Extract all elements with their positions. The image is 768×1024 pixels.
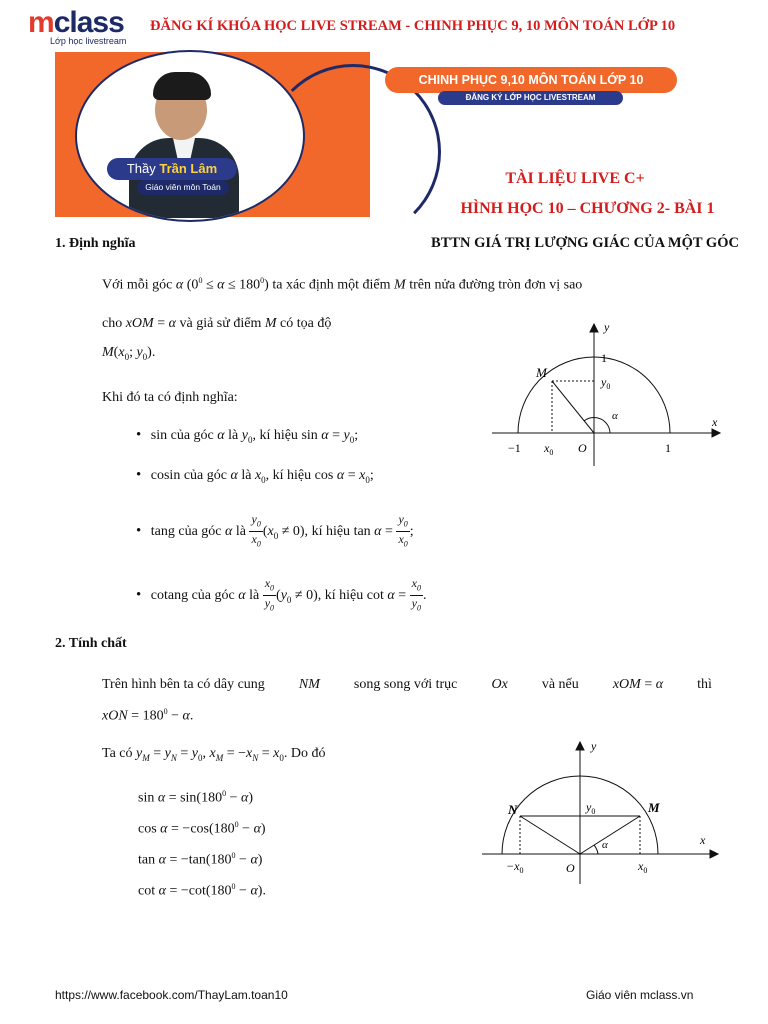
text: là [235, 524, 246, 540]
x0-label: $x_0$ [544, 441, 554, 457]
text: là [241, 468, 252, 483]
text: Do đó [290, 746, 326, 761]
alpha-arc [594, 845, 598, 854]
section-2-heading: 2. Tính chất [55, 636, 127, 651]
origin-label: O [566, 861, 575, 875]
text: trên nửa đường tròn đơn vị sao [409, 277, 583, 293]
x-axis-arrow [712, 429, 720, 437]
text: là [228, 428, 239, 443]
y-axis-label: y [604, 320, 610, 334]
logo-tagline: Lớp học livestream [50, 36, 127, 46]
def-intro: Khi đó ta có định nghĩa: [102, 390, 238, 405]
identity-tan: $\tan \alpha = -\tan(180^0 - \alpha)$ [138, 851, 263, 868]
def-line-3: $M(x_0$; $y_0$). [102, 345, 156, 362]
teacher-photo [75, 50, 305, 222]
x0-letter: x [638, 859, 644, 873]
logo-mark: m [28, 6, 54, 39]
text: cho [102, 316, 123, 331]
x-axis-arrow [710, 850, 718, 858]
course-subtag: ĐĂNG KÝ LỚP HỌC LIVESTREAM [438, 91, 623, 105]
footer-site: Giáo viên mclass.vn [586, 988, 694, 1002]
point-m-label: M [648, 800, 660, 815]
doc-title-3: BTTN GIÁ TRỊ LƯỢNG GIÁC CỦA MỘT GÓC [431, 235, 739, 251]
footer-facebook-link[interactable]: https://www.facebook.com/ThayLam.toan10 [55, 988, 288, 1002]
teacher-name-pill [107, 158, 237, 180]
identity-cos: $\cos \alpha = -\cos(180^0 - \alpha)$ [138, 820, 266, 837]
origin-label: O [578, 441, 587, 455]
mclass-logo [28, 8, 148, 52]
teacher-prefix: Thầy [126, 161, 156, 176]
point-m-label: M [536, 365, 547, 380]
section-1-heading: 1. Định nghĩa [55, 236, 136, 251]
def-line-2: cho xOM = α và giả sử điểm M có tọa độ [102, 316, 332, 331]
doc-title-1: TÀI LIỆU LIVE C+ [505, 170, 645, 187]
text: kí hiệu [311, 524, 351, 540]
alpha-label: α [602, 839, 608, 851]
y0-letter: y [601, 375, 607, 389]
point-n-label: N [508, 802, 518, 817]
text: và nếu [541, 677, 579, 692]
radius-on [520, 816, 580, 854]
text: là [249, 588, 260, 604]
text: Với mỗi góc [102, 277, 173, 293]
text: và giả sử điểm [179, 316, 262, 331]
y0-label: $y_0$ [601, 375, 611, 391]
text: kí hiệu [259, 428, 298, 443]
y0-label: $y_0$ [586, 800, 596, 816]
course-tag: CHINH PHỤC 9,10 MÔN TOÁN LỚP 10 [385, 67, 677, 93]
y-axis-arrow [576, 742, 584, 750]
neg-x0-letter: −x [506, 859, 520, 873]
text: Trên hình bên ta có dây cung [102, 677, 265, 692]
prop-line-2: xON = $180^0 - \alpha$. [102, 707, 194, 724]
text: tang của góc [150, 524, 222, 540]
identity-cot: $\cot \alpha = -\cot(180^0 - \alpha)$. [138, 882, 266, 899]
y-axis-label: y [591, 739, 597, 753]
prop-line-1: Trên hình bên ta có dây cung NM song song với trục Ox và nếu xOM = α thì [102, 677, 712, 692]
neg-x0-label: $-x_0$ [506, 859, 524, 875]
x-axis-label: x [712, 415, 718, 429]
text: kí hiệu [324, 588, 364, 604]
text: ta xác định một điểm [272, 277, 391, 293]
teacher-name: Trần Lâm [159, 161, 218, 176]
x0-letter: x [544, 441, 550, 455]
text: thì [697, 677, 712, 692]
x-one-label: 1 [665, 441, 671, 455]
teacher-role: Giáo viên môn Toán [137, 180, 229, 195]
prop-line-3: Ta có $y_M = y_N = y_0$, $x_M = -x_N = x_0$. Do đó [102, 746, 326, 763]
y-axis-arrow [590, 324, 598, 332]
def-tan: • tang của góc α là $\frac{y_0}{x_0}$ $(x_0 \ne 0)$, kí hiệu tan α = $\frac{y_0}{x_0}$ ; [136, 512, 414, 552]
teacher-hair [153, 72, 211, 100]
identity-sin: $\sin \alpha = \sin(180^0 - \alpha)$ [138, 789, 254, 806]
x0-label: $x_0$ [638, 859, 648, 875]
y-one-label: 1 [601, 351, 607, 365]
text: Ta có [102, 746, 133, 761]
unit-circle-diagram [488, 318, 728, 468]
y0-letter: y [586, 800, 592, 814]
top-banner: ĐĂNG KÍ KHÓA HỌC LIVE STREAM - CHINH PHỤC 9, 10 MÔN TOÁN LỚP 10 [150, 18, 676, 34]
def-cot: • cotang của góc α là $\frac{x_0}{y_0}$ $(y_0 \ne 0)$, kí hiệu cot α = $\frac{x_0}{y_0}$ . [136, 576, 426, 616]
text: song song với trục [353, 677, 458, 692]
def-cos: • cosin của góc α là $x_0$, kí hiệu $\cos \alpha = x_0$; [136, 467, 374, 485]
text: sin của góc [150, 428, 214, 443]
text: kí hiệu [272, 468, 312, 483]
text: có tọa độ [280, 316, 332, 331]
radius-om [580, 816, 640, 854]
def-sin: • sin của góc α là $y_0$, kí hiệu $\sin \alpha = y_0$; [136, 427, 358, 445]
minus-one-label: −1 [508, 441, 521, 455]
logo-text: class [53, 6, 124, 39]
symmetric-points-diagram [478, 736, 728, 886]
doc-title-2: HÌNH HỌC 10 – CHƯƠNG 2- BÀI 1 [460, 200, 715, 217]
text: cosin của góc [150, 468, 227, 483]
x-axis-label: x [700, 833, 706, 847]
text: cotang của góc [150, 588, 235, 604]
alpha-label: α [612, 410, 618, 422]
def-line-1: Với mỗi góc α $(0^0 \le \alpha \le 180^0)$ ta xác định một điểm M trên nửa đường tròn đơn vị sao [102, 276, 583, 293]
radius-om [552, 381, 594, 433]
